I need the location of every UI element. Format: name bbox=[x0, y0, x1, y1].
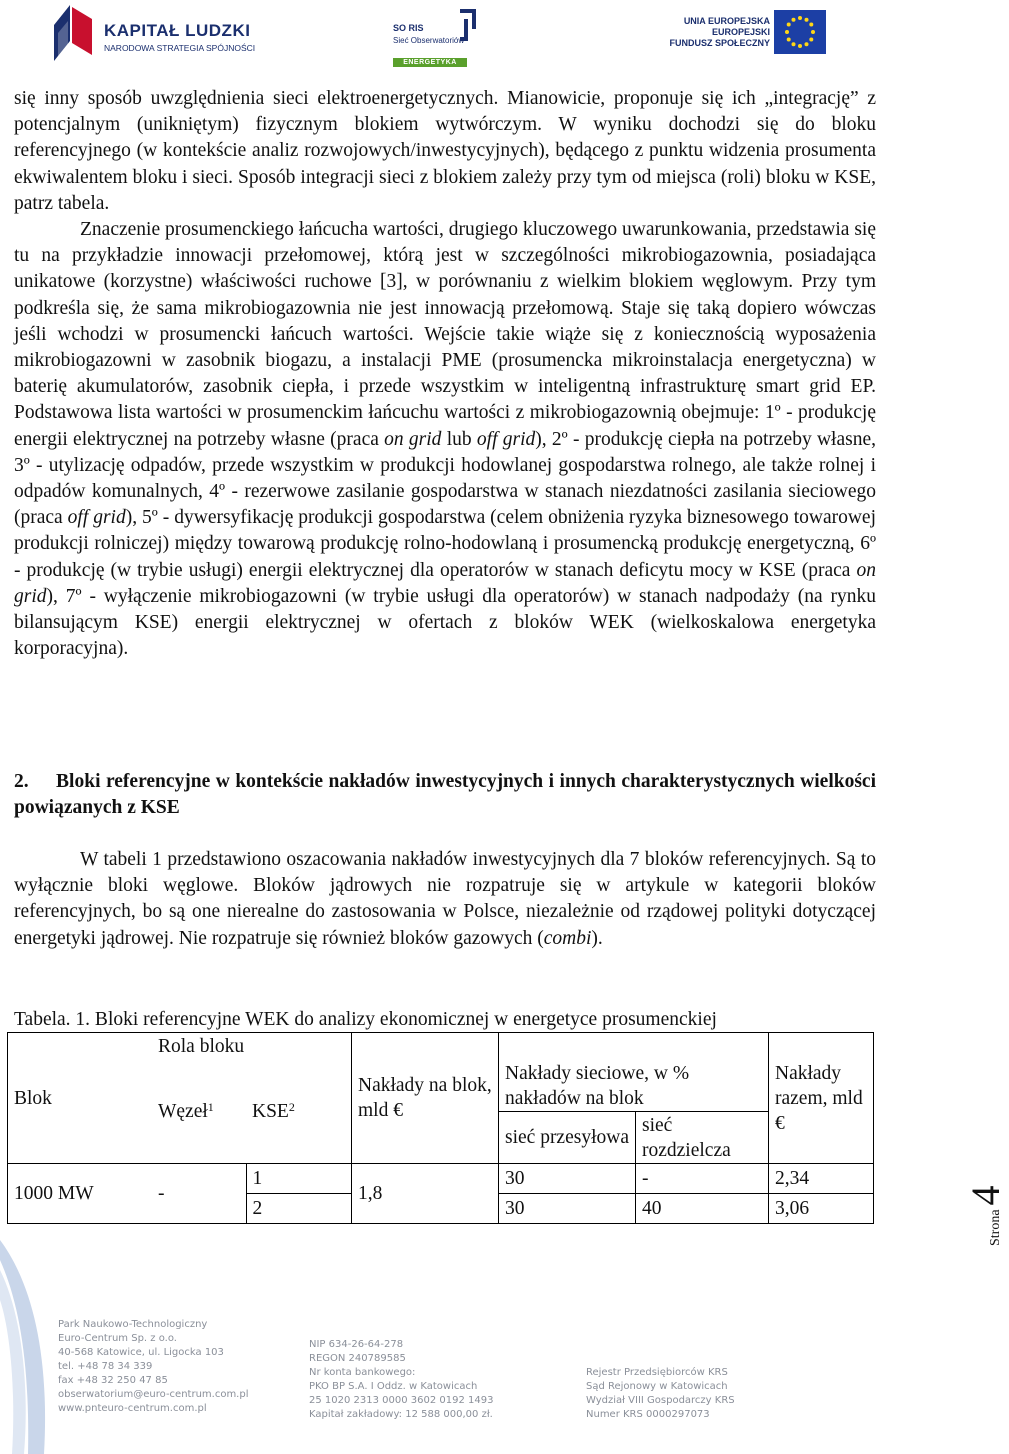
footer-line: Sąd Rejonowy w Katowicach bbox=[586, 1381, 728, 1392]
page-digit: 4 bbox=[963, 1185, 1008, 1206]
footer-line: REGON 240789585 bbox=[309, 1353, 406, 1364]
page-number bbox=[918, 1158, 1008, 1248]
paragraph-2-part-c: ), 5º - dywersyfikację produkcji gospodarstwa (celem obniżenia ryzyka biznesowego towarowej produkcji rolniczej) między towarową produkcję rolno-hodowlaną i prosumencką produkcję energetyczną, 6º - produkcję (w trybie usługi) energii elektrycznej dla operatorów w stanach deficytu mocy w KSE (praca bbox=[14, 507, 877, 581]
cell-rozdzielcza: - bbox=[636, 1164, 769, 1194]
th-naklady-blok bbox=[352, 1033, 499, 1164]
footer-swoosh-icon bbox=[0, 1240, 56, 1454]
page-word: Strona bbox=[988, 1209, 1003, 1246]
footer-krs bbox=[586, 1366, 735, 1422]
th-naklady-siec-label: Nakłady sieciowe, w % nakładów na blok bbox=[505, 1063, 690, 1109]
paragraph-2-part-d: ), 7º - wyłączenie mikrobiogazowni (w trybie usługi dla operatorów) w stanach nadpodaży (na rynku bilansującym KSE) energii elektrycznej w ofertach z bloków WEK (wielkoskalowa energetyka korporacyjna). bbox=[14, 585, 876, 660]
cell-przesylowa: 30 bbox=[499, 1194, 636, 1224]
footer-line: Nr konta bankowego: bbox=[309, 1367, 416, 1378]
kapital-ludzki-mark-icon bbox=[50, 3, 96, 63]
th-wezel-sup: 1 bbox=[207, 1099, 214, 1114]
cell-wezel: - bbox=[152, 1164, 246, 1224]
th-siec-rozdzielcza bbox=[636, 1112, 769, 1164]
th-rola-bloku bbox=[152, 1033, 352, 1060]
cell-razem: 2,34 bbox=[769, 1164, 874, 1194]
th-wezel-label: Węzeł bbox=[158, 1100, 208, 1122]
cell-rozdzielcza: 40 bbox=[636, 1194, 769, 1224]
paragraph-2 bbox=[14, 217, 876, 662]
th-blok bbox=[8, 1033, 153, 1164]
section-heading-text: Bloki referencyjne w kontekście nakładów inwestycyjnych i innych charakterystycznych wielkości powiązanych z KSE bbox=[14, 771, 876, 819]
paragraph-2-lub: lub bbox=[441, 428, 477, 450]
kapital-ludzki-subtitle: NARODOWA STRATEGIA SPÓJNOŚCI bbox=[104, 43, 256, 53]
soris-energetyka-bar: ENERGETYKA bbox=[393, 58, 467, 67]
footer-line: 40-568 Katowice, ul. Ligocka 103 bbox=[58, 1347, 224, 1358]
th-wezel bbox=[152, 1060, 246, 1164]
footer-line: Rejestr Przedsiębiorców KRS bbox=[586, 1367, 728, 1378]
th-rola-label: Rola bloku bbox=[158, 1035, 245, 1057]
th-siec-przesylowa-label: sieć przesyłowa bbox=[505, 1127, 629, 1148]
page-number-rotated bbox=[962, 1185, 1009, 1246]
table-caption: Tabela. 1. Bloki referencyjne WEK do analizy ekonomicznej w energetyce prosumenckiej bbox=[14, 1009, 717, 1030]
eu-line-1: UNIA EUROPEJSKA bbox=[683, 16, 770, 26]
footer-line: tel. +48 78 34 339 bbox=[58, 1361, 153, 1372]
paragraph-2-part-b: ), 2º - produkcję ciepła na potrzeby własne, 3º - utylizację odpadów, przede wszystkim w produkcji hodowlanej gospodarstwa rolnego, ale także rolnej i odpadów komunalnych, 4º - rezerwowe zasilanie gospodarstwa w stanach niezdatności zasilania sieciowego (praca bbox=[14, 428, 876, 529]
eu-text bbox=[666, 16, 770, 49]
paragraph-3 bbox=[14, 847, 876, 952]
soris-subtitle: Sieć Obserwatoriów bbox=[393, 36, 465, 45]
paragraph-2-off-grid-2: off grid bbox=[67, 507, 126, 529]
th-blok-label: Blok bbox=[14, 1087, 52, 1109]
footer-line: Wydział VIII Gospodarczy KRS bbox=[586, 1395, 735, 1406]
footer-website[interactable]: www.pnteuro-centrum.com.pl bbox=[58, 1403, 207, 1414]
paragraph-3-combi: combi bbox=[543, 927, 592, 949]
section-heading-number: 2. bbox=[14, 771, 29, 792]
footer-line: fax +48 32 250 47 85 bbox=[58, 1375, 168, 1386]
soris-code: SO RIS bbox=[393, 23, 424, 33]
cell-kse: 1 bbox=[246, 1164, 352, 1194]
footer-email[interactable]: obserwatorium@euro-centrum.com.pl bbox=[58, 1389, 249, 1400]
kapital-ludzki-logo bbox=[50, 3, 256, 63]
page-header bbox=[0, 0, 960, 70]
th-naklady-blok-label: Nakłady na blok, mld € bbox=[358, 1075, 492, 1121]
eu-line-2: EUROPEJSKI bbox=[711, 27, 770, 37]
footer-line: PKO BP S.A. I Oddz. w Katowicach bbox=[309, 1381, 478, 1392]
reference-blocks-table bbox=[7, 1032, 874, 1224]
paragraph-2-on-grid: on grid bbox=[384, 428, 442, 450]
soris-logo bbox=[380, 3, 480, 67]
paragraph-3-part-a: W tabeli 1 przedstawiono oszacowania nakładów inwestycyjnych dla 7 bloków referencyjnych. Są to wyłącznie bloki węglowe. Bloków jądrowych nie rozpatruje się w artykule w kategorii bloków referencyjnych, bo są one nierealne do zastosowania w Polsce, niezależnie od rządowej polityki dotyczącej energetyki jądrowej. Nie rozpatruje się również bloków gazowych ( bbox=[14, 849, 876, 949]
th-naklady-razem bbox=[769, 1033, 874, 1164]
section-heading bbox=[14, 769, 876, 821]
footer-line: Numer KRS 0000297073 bbox=[586, 1409, 710, 1420]
paragraph-3-text bbox=[14, 847, 876, 952]
table-header-row-1 bbox=[8, 1033, 874, 1060]
th-kse-label: KSE bbox=[252, 1100, 289, 1122]
paragraph-2-off-grid: off grid bbox=[476, 428, 536, 450]
paragraph-2-text bbox=[14, 217, 876, 662]
th-naklady-sieciowe bbox=[499, 1033, 769, 1060]
cell-naklady: 1,8 bbox=[352, 1164, 499, 1224]
kapital-ludzki-title: KAPITAŁ LUDZKI bbox=[104, 21, 251, 40]
footer-line: Kapitał zakładowy: 12 588 000,00 zł. bbox=[309, 1409, 493, 1420]
cell-kse: 2 bbox=[246, 1194, 352, 1224]
footer-line: 25 1020 2313 0000 3602 0192 1493 bbox=[309, 1395, 494, 1406]
th-siec-rozdzielcza-label: sieć rozdzielcza bbox=[642, 1114, 731, 1161]
cell-przesylowa: 30 bbox=[499, 1164, 636, 1194]
footer-company bbox=[58, 1318, 249, 1416]
footer-line: NIP 634-26-64-278 bbox=[309, 1339, 404, 1350]
paragraph-1-text: się inny sposób uwzględnienia sieci elektroenergetycznych. Mianowicie, proponuje się ich „integrację” z potencjalnym (unikniętym) fizycznym blokiem wytwórczym. W wyniku dochodzi się do bloku referencyjnego (w kontekście analiz rozwojowych/inwestycyjnych), będącego z punktu widzenia prosumenta ekwiwalentem bloku i sieci. Sposób integracji sieci z blokiem zależy przy tym od miejsca (roli) bloku w KSE, patrz tabela. bbox=[14, 88, 876, 214]
cell-blok: 1000 MW bbox=[8, 1164, 153, 1224]
eu-logo bbox=[666, 10, 836, 60]
footer-line: Euro-Centrum Sp. z o.o. bbox=[58, 1333, 177, 1344]
paragraph-1 bbox=[14, 86, 876, 217]
eu-flag-icon bbox=[774, 10, 826, 54]
footer-registration bbox=[309, 1338, 494, 1422]
th-kse-sup: 2 bbox=[288, 1099, 295, 1114]
th-siec-przesylowa bbox=[499, 1112, 636, 1164]
eu-line-3: FUNDUSZ SPOŁECZNY bbox=[669, 38, 770, 48]
paragraph-2-part-a: Znaczenie prosumenckiego łańcucha wartości, drugiego kluczowego uwarunkowania, przedstawia się tu na przykładzie innowacji przełomowej, którą jest w szczególności mikrobiogazownia, posiadająca unikatowe (korzystne) właściwości ruchowe [3], w porównaniu z wielkim blokiem węglowym. Przy tym podkreśla się, że sama mikrobiogazownia nie jest innowacją przełomową. Staje się taką dopiero wówczas jeśli wchodzi w prosumencki łańcuch wartości. Wejście takie wiąże się z koniecznością wyposażenia mikrobiogazowni w zasobnik biogazu, a instalacji PME (prosumencka mikroinstalacja energetyczna) w baterię akumulatorów, zasobnik ciepła, i przede wszystkim w inteligentną infrastrukturę smart grid EP. Podstawowa lista wartości w prosumenckim łańcuchu wartości z mikrobiogazownią obejmuje: 1º - produkcję energii elektrycznej na potrzeby własne (praca bbox=[14, 219, 876, 450]
table-row bbox=[8, 1164, 874, 1194]
th-kse bbox=[246, 1060, 352, 1164]
footer-line: Park Naukowo-Technologiczny bbox=[58, 1319, 208, 1330]
paragraph-3-part-b: ). bbox=[591, 927, 603, 949]
th-naklady-razem-label: Nakłady razem, mld € bbox=[775, 1062, 863, 1134]
paragraph-2-on-grid-2: on grid bbox=[14, 559, 876, 607]
cell-razem: 3,06 bbox=[769, 1194, 874, 1224]
th-naklady-siec-text bbox=[499, 1060, 769, 1112]
